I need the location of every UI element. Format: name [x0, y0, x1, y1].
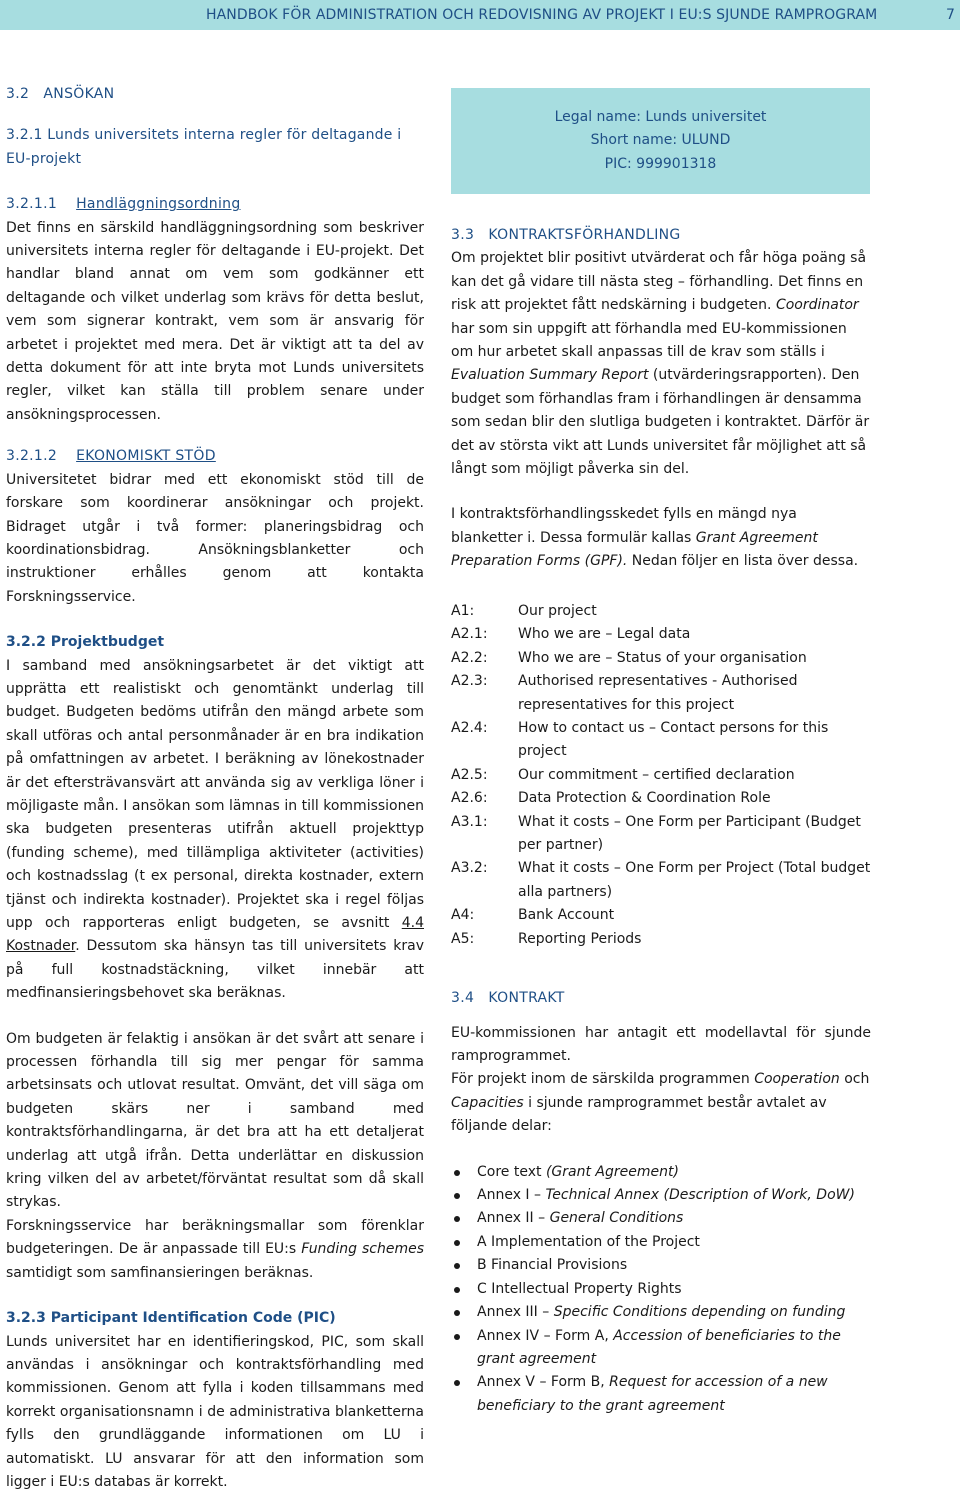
- pic-code: PIC: 999901318: [451, 153, 870, 176]
- paragraph-kontraktsforhandling: Om projektet blir positivt utvärderat och får höga poäng så kan det gå vidare till nästa steg – förhandling. Det finns en risk att projektet fått nedskärning i budgeten. Coordinator har som sin uppgift att förhandla med EU-kommissionen om hur arbetet skall anpassas till de krav som ställs i Evaluation Summary Report (utvärderingsrapporten). Den budget som förhandlas fram i förhandlingen är densamma som sedan blir den slutliga budgeten i kontraktet. Därför är det av största vikt att Lunds universitet får möjlighet att så långt som möjligt påverka sin del.: [451, 247, 871, 481]
- subsection-title: EKONOMISKT STÖD: [76, 448, 216, 464]
- subsection-title: Handläggningsordning: [76, 196, 240, 212]
- list-item: A4: Bank Account: [451, 904, 871, 927]
- contract-parts-list: [451, 1161, 871, 1418]
- list-item: B Financial Provisions: [451, 1254, 871, 1277]
- gpf-forms-list: [451, 600, 871, 951]
- right-column-bottom: [451, 975, 871, 1418]
- header-title: HANDBOK FÖR ADMINISTRATION OCH REDOVISNING AV PROJEKT I EU:S SJUNDE RAMPROGRAM: [206, 1, 877, 29]
- subsection-3-2-2-heading: 3.2.2 Projektbudget: [6, 631, 424, 654]
- list-item: A2.4: How to contact us – Contact persons for this project: [451, 717, 871, 764]
- link-4-4-kostnader[interactable]: 4.4 Kostnader: [6, 915, 424, 954]
- section-3-3-heading: 3.3 KONTRAKTSFÖRHANDLING: [451, 224, 871, 247]
- paragraph-handlaggningsordning: Det finns en särskild handläggningsordning som beskriver universitets interna regler för deltagande i EU-projekt. Det handlar bland annat om vem som godkänner ett deltagande och vilket underlag som krävs för detta beslut, vem som signerar kontrakt, vem som är ansvarig för arbetet i projektet med mera. Det är viktigt att ta del av detta dokument för att inte bryta mot Lunds universitets regler, vilket kan ställa till problem senare under ansökningsprocessen.: [6, 217, 424, 428]
- list-item: A2.3: Authorised representatives - Authorised representatives for this project: [451, 670, 871, 717]
- paragraph-avtalsdelar: För projekt inom de särskilda programmen Cooperation och Capacities i sjunde ramprogrammet består avtalet av följande delar:: [451, 1068, 871, 1138]
- legal-name: Legal name: Lunds universitet: [451, 106, 870, 129]
- paragraph-projektbudget: I samband med ansökningsarbetet är det viktigt att upprätta ett realistiskt och genomtänkt underlag till budget. Budgeten bedöms utifrån den mängd arbete som skall utföras och antal personmånader är en bra indikation på omfattningen av arbetet. I beräkning av lönekostnader är det eftersträvansvärt att använda sig av verkliga löner i möjligaste mån. I ansökan som lämnas in till kommissionen ska budgeten presenteras utifrån aktuell projekttyp (funding scheme), med tillämpliga aktiviteter (activities) och kostnadsslag (t ex personal, direkta kostnader, extern tjänst och indirekta kostnader). Projektet ska i regel följas upp och rapporteras enligt budgeten, se avsnitt 4.4 Kostnader. Dessutom ska hänsyn tas till universitets krav på full kostnadstäckning, vilket innebär att medfinansieringsbehovet ska beräknas.: [6, 655, 424, 1006]
- left-column: [6, 83, 424, 1494]
- subsection-3-2-1-1-heading: [6, 193, 424, 216]
- list-item: Core text (Grant Agreement): [451, 1161, 871, 1184]
- list-item: C Intellectual Property Rights: [451, 1278, 871, 1301]
- right-column-top: [451, 224, 871, 574]
- list-item: A5: Reporting Periods: [451, 928, 871, 951]
- list-item: A Implementation of the Project: [451, 1231, 871, 1254]
- subsection-number: 3.2.1.2: [6, 448, 57, 464]
- list-item: A1: Our project: [451, 600, 871, 623]
- list-item: A2.5: Our commitment – certified declaration: [451, 764, 871, 787]
- subsection-3-2-1-heading: 3.2.1 Lunds universitets interna regler för deltagande i EU-projekt: [6, 124, 424, 171]
- list-item: Annex III – Specific Conditions depending on funding: [451, 1301, 871, 1324]
- paragraph-budget-felaktig: Om budgeten är felaktig i ansökan är det svårt att senare i processen förhandla till sig mer pengar för samma arbetsinsats och utlovat resultat. Omvänt, det vill säga om budgeten skärs ner i samband med kontraktsförhandlingarna, är det bra att ha ett detaljerat underlag att utgå ifrån. Detta underlättar en diskussion kring vilken del av arbetet/förväntat resultat som då skall strykas.: [6, 1028, 424, 1215]
- list-item: A2.6: Data Protection & Coordination Role: [451, 787, 871, 810]
- list-item: A2.1: Who we are – Legal data: [451, 623, 871, 646]
- list-item: A3.1: What it costs – One Form per Participant (Budget per partner): [451, 811, 871, 858]
- page-number: 7: [946, 1, 955, 29]
- list-item: Annex II – General Conditions: [451, 1207, 871, 1230]
- list-item: Annex IV – Form A, Accession of beneficiaries to the grant agreement: [451, 1325, 871, 1372]
- subsection-3-2-1-2-heading: [6, 445, 424, 468]
- pic-info-box: [451, 88, 870, 194]
- list-item: A2.2: Who we are – Status of your organisation: [451, 647, 871, 670]
- paragraph-ekonomiskt-stod: Universitetet bidrar med ett ekonomiskt stöd till de forskare som koordinerar ansökningar och projekt. Bidraget utgår i två former: planeringsbidrag och koordinationsbidrag. Ansökningsblanketter och instruktioner erhålles genom att kontakta Forskningsservice.: [6, 469, 424, 609]
- subsection-3-2-3-heading: 3.2.3 Participant Identification Code (PIC): [6, 1307, 424, 1330]
- paragraph-pic: Lunds universitet har en identifieringskod, PIC, som skall användas i ansökningar och kontraktsförhandling med kommissionen. Genom att fylla i koden tillsammans med korrekt organisationsnamn i de administrativa blanketterna fylls den grundläggande informationen om LU i automatiskt. LU ansvarar för att den information som ligger i EU:s databas är korrekt.: [6, 1331, 424, 1494]
- section-3-4-heading: 3.4 KONTRAKT: [451, 987, 871, 1010]
- section-3-2-heading: 3.2 ANSÖKAN: [6, 83, 424, 106]
- list-item: Annex V – Form B, Request for accession of a new beneficiary to the grant agreement: [451, 1371, 871, 1418]
- list-item: A3.2: What it costs – One Form per Project (Total budget alla partners): [451, 857, 871, 904]
- paragraph-gpf: I kontraktsförhandlingsskedet fylls en mängd nya blanketter i. Dessa formulär kallas Grant Agreement Preparation Forms (GPF). Nedan följer en lista över dessa.: [451, 503, 871, 573]
- page-header: [0, 0, 960, 30]
- list-item: Annex I – Technical Annex (Description of Work, DoW): [451, 1184, 871, 1207]
- short-name: Short name: ULUND: [451, 129, 870, 152]
- subsection-number: 3.2.1.1: [6, 196, 57, 212]
- paragraph-berakningsmallar: Forskningsservice har beräkningsmallar som förenklar budgeteringen. De är anpassade till EU:s Funding schemes samtidigt som samfinansieringen beräknas.: [6, 1215, 424, 1285]
- paragraph-modellavtal: EU-kommissionen har antagit ett modellavtal för sjunde ramprogrammet.: [451, 1022, 871, 1069]
